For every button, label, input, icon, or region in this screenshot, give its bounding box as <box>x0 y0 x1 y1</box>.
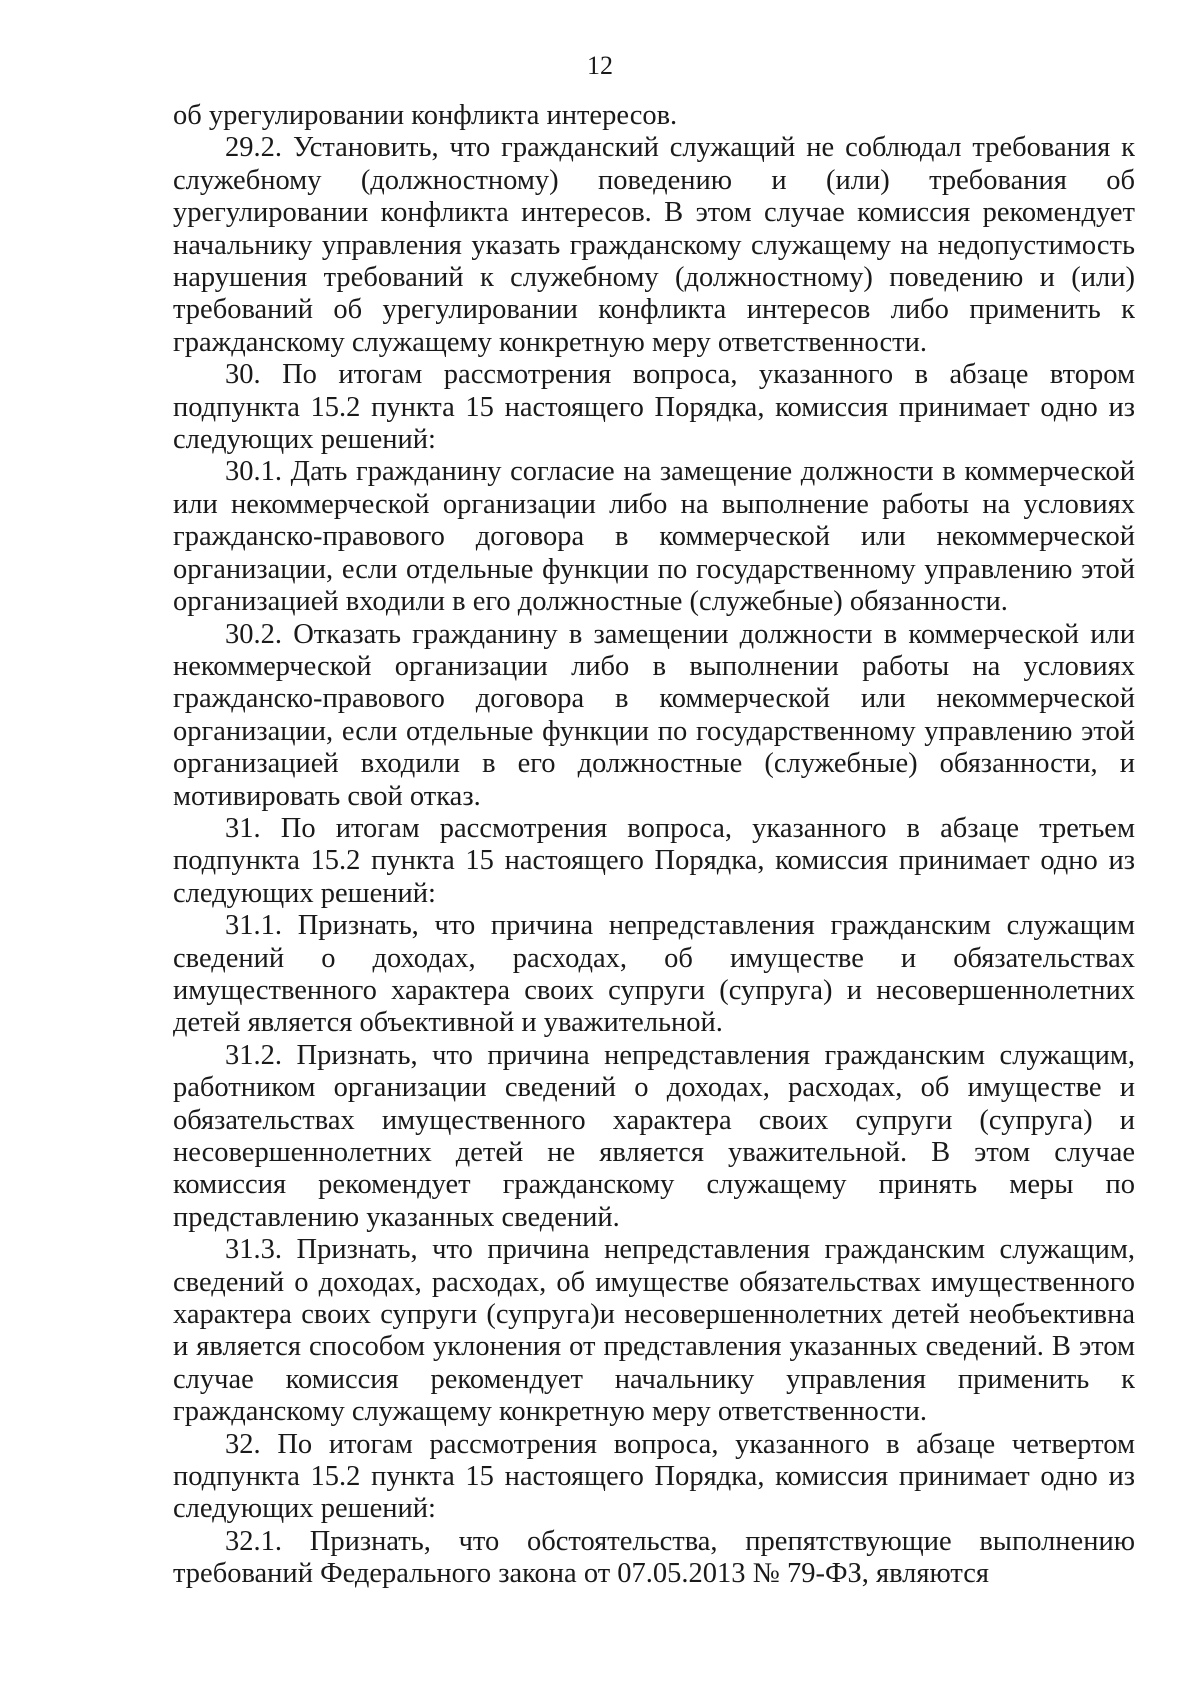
paragraph-30: 30. По итогам рассмотрения вопроса, указанного в абзаце втором подпункта 15.2 пункта 15 настоящего Порядка, комиссия принимает одно из следующих решений: <box>173 359 1135 456</box>
page-number: 12 <box>587 51 613 80</box>
paragraph-31: 31. По итогам рассмотрения вопроса, указанного в абзаце третьем подпункта 15.2 пункта 15 настоящего Порядка, комиссия принимает одно из следующих решений: <box>173 812 1135 909</box>
paragraph-31-2: 31.2. Признать, что причина непредставления гражданским служащим, работником организации сведений о доходах, расходах, об имуществе и обязательствах имущественного характера своих супруги (супруга) и несовершеннолетних детей не является уважительной. В этом случае комиссия рекомендует гражданскому служащему принять меры по представлению указанных сведений. <box>173 1039 1135 1233</box>
document-body <box>173 100 1135 1591</box>
paragraph-30-1: 30.1. Дать гражданину согласие на замещение должности в коммерческой или некоммерческой организации либо на выполнение работы на условиях гражданско-правового договора в коммерческой или некоммерческой организации, если отдельные функции по государственному управлению этой организацией входили в его должностные (служебные) обязанности. <box>173 456 1135 618</box>
paragraph-32: 32. По итогам рассмотрения вопроса, указанного в абзаце четвертом подпункта 15.2 пункта 15 настоящего Порядка, комиссия принимает одно из следующих решений: <box>173 1428 1135 1525</box>
paragraph-32-1: 32.1. Признать, что обстоятельства, препятствующие выполнению требований Федерального закона от 07.05.2013 № 79-ФЗ, являются <box>173 1525 1135 1590</box>
paragraph-continuation: об урегулировании конфликта интересов. <box>173 100 678 131</box>
paragraph-31-3: 31.3. Признать, что причина непредставления гражданским служащим, сведений о доходах, расходах, об имуществе обязательствах имущественного характера своих супруги (супруга)и несовершеннолетних детей необъективна и является способом уклонения от представления указанных сведений. В этом случае комиссия рекомендует начальнику управления применить к гражданскому служащему конкретную меру ответственности. <box>173 1234 1135 1428</box>
paragraph-31-1: 31.1. Признать, что причина непредставления гражданским служащим сведений о доходах, расходах, об имуществе и обязательствах имущественного характера своих супруги (супруга) и несовершеннолетних детей является объективной и уважительной. <box>173 910 1135 1039</box>
paragraph-30-2: 30.2. Отказать гражданину в замещении должности в коммерческой или некоммерческой организации либо в выполнении работы на условиях гражданско-правового договора в коммерческой или некоммерческой организации, если отдельные функции по государственному управлению этой организацией входили в его должностные (служебные) обязанности, и мотивировать свой отказ. <box>173 618 1135 812</box>
paragraph-29-2: 29.2. Установить, что гражданский служащий не соблюдал требования к служебному (должностному) поведению и (или) требования об урегулировании конфликта интересов. В этом случае комиссия рекомендует начальнику управления указать гражданскому служащему на недопустимость нарушения требований к служебному (должностному) поведению и (или) требований об урегулировании конфликта интересов либо применить к гражданскому служащему конкретную меру ответственности. <box>173 132 1135 358</box>
